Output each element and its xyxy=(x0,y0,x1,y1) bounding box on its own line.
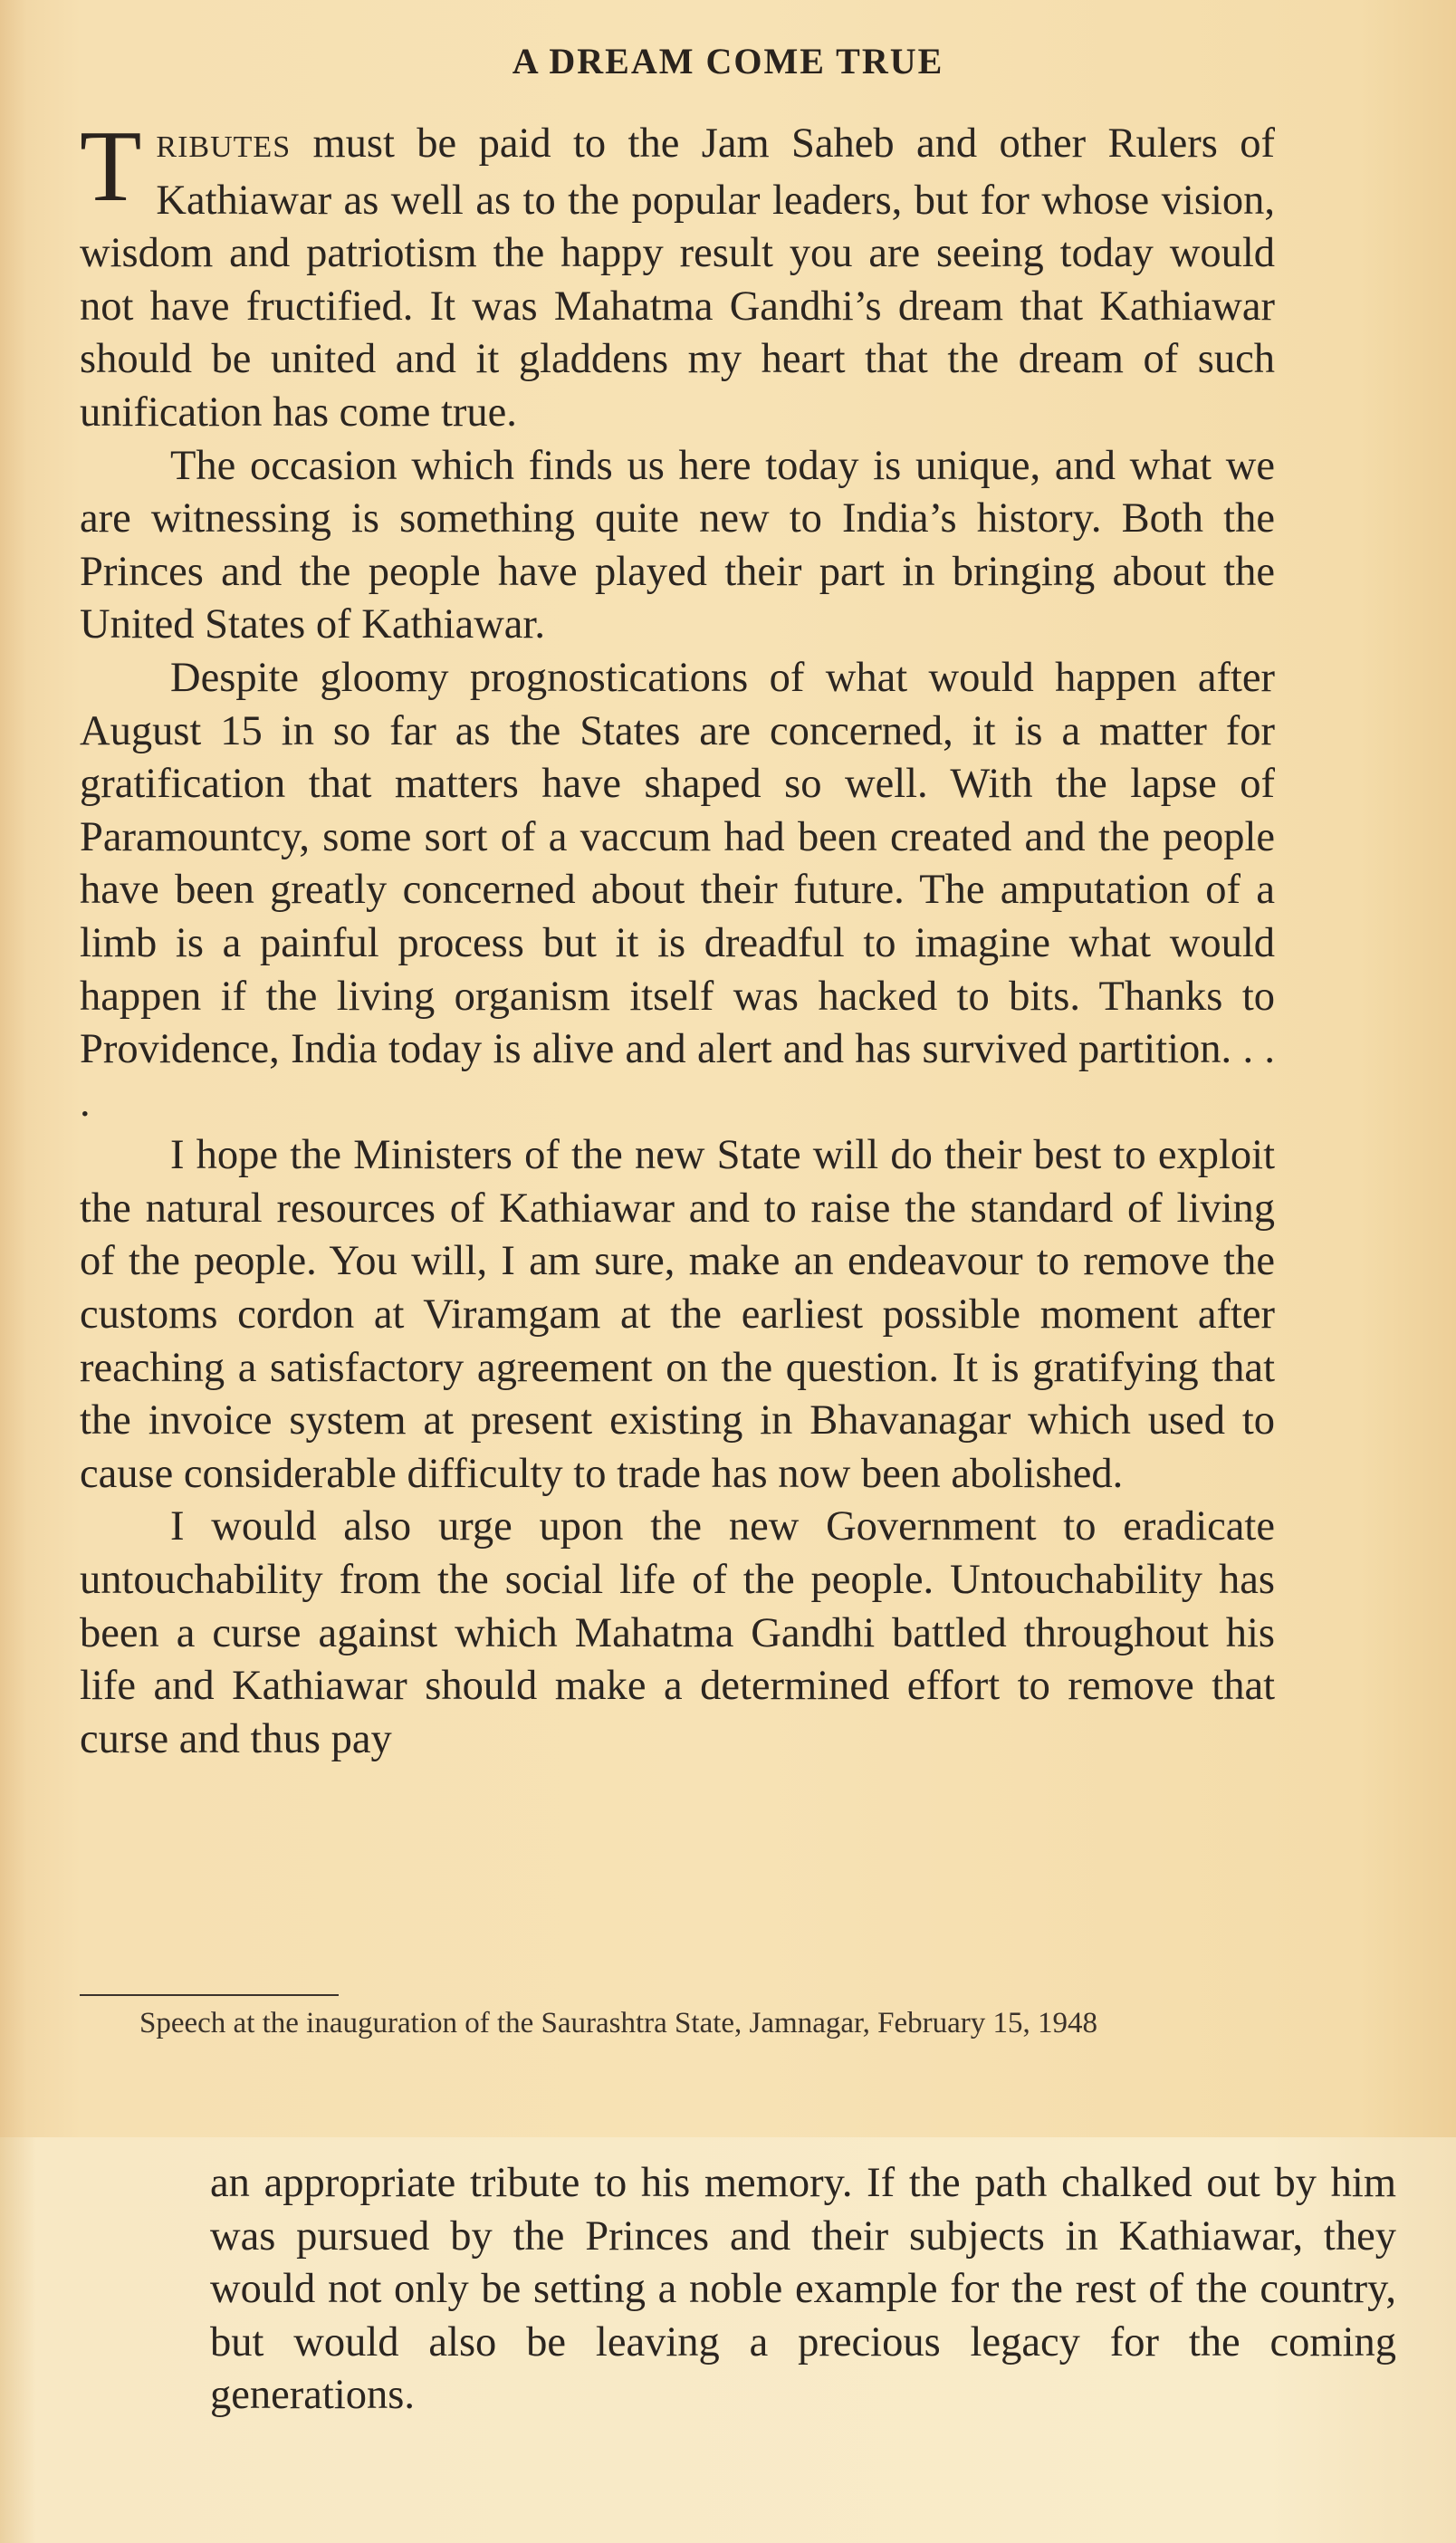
running-header: A DREAM COME TRUE xyxy=(512,41,944,82)
paragraph-3: Despite gloomy prognostications of what would happen after August 15 in so far as the States are concerned, it is a matter for gratification that matters have shaped so well. With the lapse of Paramountcy, some sort of a vaccum had been created and the people have been greatly concerned about their future. The amputation of a limb is a painful process but it is dreadful to imagine what would happen if the living organism itself was hacked to bits. Thanks to Providence, India today is alive and alert and has survived partition. . . . xyxy=(80,654,1275,1126)
drop-cap: T xyxy=(80,110,142,223)
paragraph-1-text: must be paid to the Jam Saheb and other Rulers of Kathiawar as well as to the popular leaders, but for whose vision, wisdom and patriotism the happy result you are seeing today would not have fructified. It was Mahatma Gandhi’s dream that Kathiawar should be united and it gladdens my heart that the dream of such unification has come true. xyxy=(80,120,1275,436)
paragraph-4: I hope the Ministers of the new State will do their best to exploit the natural resources of Kathiawar and to raise the standard of living of the people. You will, I am sure, make an endeavour to remove the customs cordon at Viramgam at the earliest possible moment after reaching a satisfactory agreement on the question. It is gratifying that the invoice system at present existing in Bhavanagar which used to cause considerable difficulty to trade has now been abolished. xyxy=(80,1132,1275,1497)
small-caps-opening: RIBUTES xyxy=(156,130,292,164)
paragraph-5: I would also urge upon the new Government to eradicate untouchability from the social life of the people. Untouchability has been a curse against which Mahatma Gandhi battled throughout his life and Kathiawar should make a determined effort to remove that curse and thus pay xyxy=(80,1503,1275,1762)
footnote-divider xyxy=(80,1994,339,1996)
continuation-paragraph: an appropriate tribute to his memory. If the path chalked out by him was pursued by the Princes and their subjects in Kathiawar, they would not only be setting a noble example for the rest of the country, but would also be leaving a precious legacy for the coming generations. xyxy=(210,2160,1396,2419)
continuation-text xyxy=(210,2157,1396,2423)
paragraph-1 xyxy=(80,110,1275,440)
main-text xyxy=(80,110,1275,1766)
footnote: Speech at the inauguration of the Saurashtra State, Jamnagar, February 15, 1948 xyxy=(139,2007,1098,2039)
paragraph-2: The occasion which finds us here today is unique, and what we are witnessing is something quite new to India’s history. Both the Princes and the people have played their part in bringing about the United States of Kathiawar. xyxy=(80,442,1275,648)
